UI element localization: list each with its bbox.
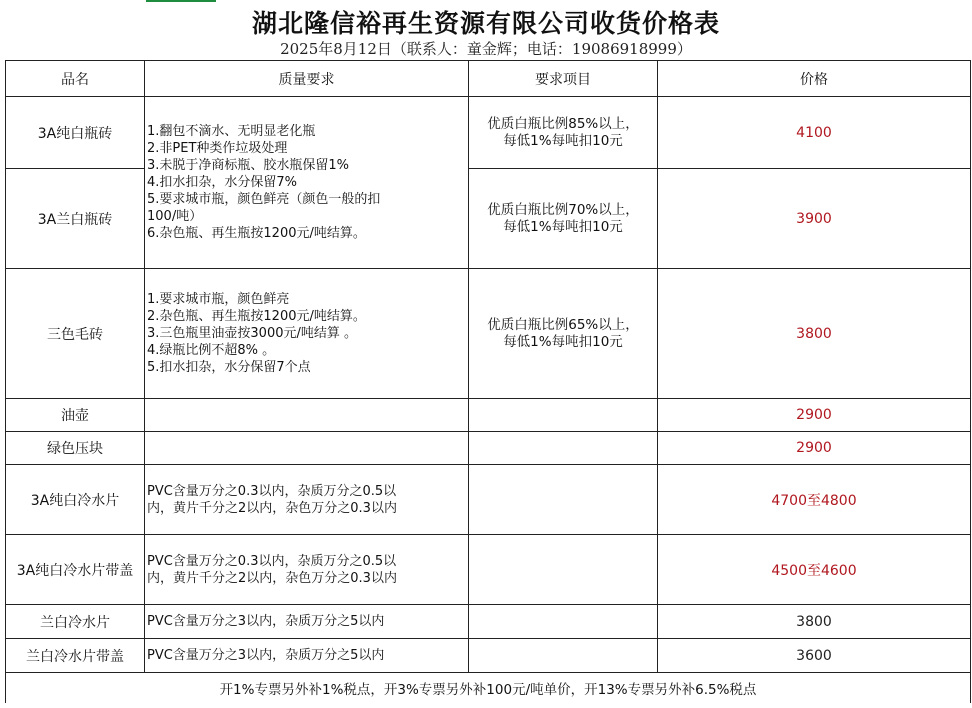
- page-title: 湖北隆信裕再生资源有限公司收货价格表: [251, 9, 720, 38]
- table-row: [6, 269, 971, 399]
- quality-line: 1.翻包不滴水、无明显老化瓶: [147, 124, 316, 139]
- quality-line: 1.要求城市瓶，颜色鲜亮: [147, 292, 290, 307]
- empty-cell: [469, 432, 658, 465]
- table-row: [6, 97, 971, 169]
- quality-line: 2.杂色瓶、再生瓶按1200元/吨结算。: [147, 309, 366, 324]
- header-quality: 质量要求: [145, 61, 469, 97]
- table-row: [6, 639, 971, 673]
- quality-line: 3.未脱于净商标瓶、胶水瓶保留1%: [147, 158, 350, 173]
- table-row: [6, 399, 971, 432]
- price-value: 2900: [658, 399, 971, 432]
- empty-cell: [469, 605, 658, 639]
- price-value: 4100: [658, 97, 971, 169]
- quality-requirements: [145, 465, 469, 535]
- quality-line: 4.绿瓶比例不超8% 。: [147, 343, 276, 358]
- requirement-line: 优质白瓶比例70%以上，: [487, 201, 639, 218]
- empty-cell: [469, 399, 658, 432]
- table-row: [6, 535, 971, 605]
- quality-line: 5.要求城市瓶，颜色鲜亮（颜色一般的扣: [147, 192, 381, 207]
- header-row: [6, 61, 971, 97]
- price-value: 2900: [658, 432, 971, 465]
- quality-requirements: [145, 605, 469, 639]
- product-name: 兰白冷水片带盖: [6, 639, 145, 673]
- product-name: 绿色压块: [6, 432, 145, 465]
- price-value: 3600: [658, 639, 971, 673]
- quality-requirements: [145, 535, 469, 605]
- quality-line: 100/吨）: [147, 209, 203, 224]
- empty-cell: [469, 465, 658, 535]
- quality-line: PVC含量万分之3以内，杂质万分之5以内: [147, 648, 385, 663]
- table-row: [6, 432, 971, 465]
- requirement-item: [469, 269, 658, 399]
- quality-line: PVC含量万分之0.3以内，杂质万分之0.5以: [147, 553, 397, 569]
- quality-line: 内，黄片千分之2以内，杂色万分之0.3以内: [147, 570, 397, 586]
- empty-cell: [145, 432, 469, 465]
- quality-line: 内，黄片千分之2以内，杂色万分之0.3以内: [147, 500, 397, 516]
- product-name: 三色毛砖: [6, 269, 145, 399]
- price-value: 4500至4600: [658, 535, 971, 605]
- price-table: [5, 60, 971, 703]
- header-name: 品名: [6, 61, 145, 97]
- product-name: 兰白冷水片: [6, 605, 145, 639]
- requirement-line: 每低1%每吨扣10元: [503, 218, 623, 235]
- product-name: 3A纯白冷水片: [6, 465, 145, 535]
- requirement-line: 优质白瓶比例65%以上，: [487, 316, 639, 333]
- page-subtitle: 2025年8月12日（联系人：童金辉；电话：19086918999）: [280, 40, 692, 58]
- header-requirement: 要求项目: [469, 61, 658, 97]
- empty-cell: [469, 535, 658, 605]
- requirement-item: [469, 169, 658, 269]
- requirement-item: [469, 97, 658, 169]
- quality-line: PVC含量万分之3以内，杂质万分之5以内: [147, 614, 385, 629]
- empty-cell: [145, 399, 469, 432]
- selection-marker: [146, 0, 216, 2]
- table-row: [6, 605, 971, 639]
- quality-requirements: [145, 269, 469, 399]
- price-value: 3900: [658, 169, 971, 269]
- product-name: 3A兰白瓶砖: [6, 169, 145, 269]
- product-name: 油壶: [6, 399, 145, 432]
- quality-line: 6.杂色瓶、再生瓶按1200元/吨结算。: [147, 226, 366, 241]
- price-value: 3800: [658, 269, 971, 399]
- requirement-line: 每低1%每吨扣10元: [503, 132, 623, 149]
- quality-line: 3.三色瓶里油壶按3000元/吨结算 。: [147, 326, 357, 341]
- tax-note: 开1%专票另外补1%税点，开3%专票另外补100元/吨单价，开13%专票另外补6.5%税点: [6, 673, 971, 704]
- quality-line: 5.扣水扣杂，水分保留7个点: [147, 360, 311, 375]
- product-name: 3A纯白冷水片带盖: [6, 535, 145, 605]
- table-row: [6, 465, 971, 535]
- quality-requirements: [145, 97, 469, 269]
- header-price: 价格: [658, 61, 971, 97]
- quality-line: 4.扣水扣杂，水分保留7%: [147, 175, 298, 190]
- requirement-line: 优质白瓶比例85%以上，: [487, 115, 639, 132]
- requirement-line: 每低1%每吨扣10元: [503, 333, 623, 350]
- quality-requirements: [145, 639, 469, 673]
- product-name: 3A纯白瓶砖: [6, 97, 145, 169]
- price-value: 4700至4800: [658, 465, 971, 535]
- footer-row: [6, 673, 971, 704]
- empty-cell: [469, 639, 658, 673]
- quality-line: PVC含量万分之0.3以内，杂质万分之0.5以: [147, 483, 397, 499]
- price-value: 3800: [658, 605, 971, 639]
- quality-line: 2.非PET种类作垃圾处理: [147, 141, 288, 156]
